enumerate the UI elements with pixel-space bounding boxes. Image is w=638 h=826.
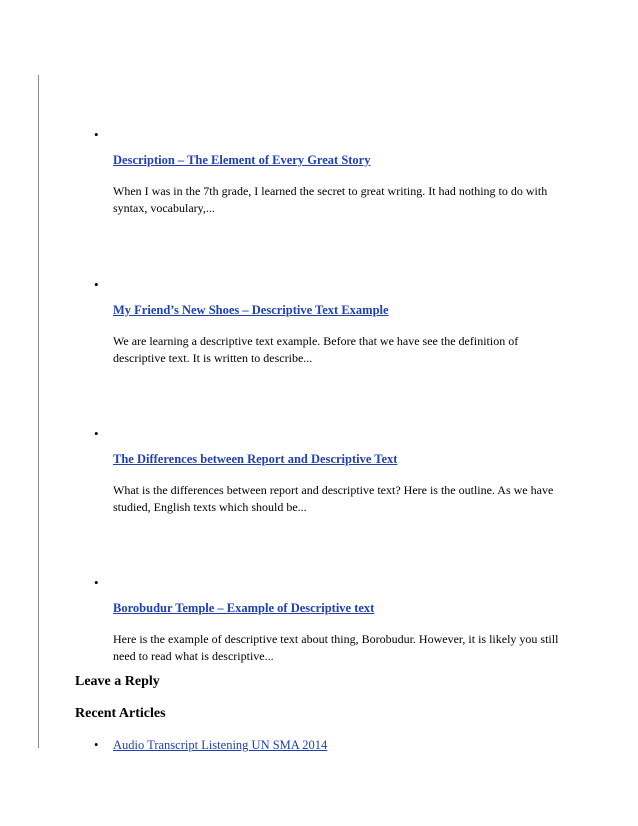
related-post-link-description-element[interactable]: Description – The Element of Every Great Story: [113, 153, 371, 167]
related-post-link-borobudur-temple[interactable]: Borobudur Temple – Example of Descriptive text: [113, 601, 375, 615]
list-bullet: •: [94, 277, 99, 292]
related-post-excerpt: Here is the example of descriptive text about thing, Borobudur. However, it is likely you still need to read what is descriptive...: [113, 632, 559, 663]
related-post-link-report-vs-descriptive[interactable]: The Differences between Report and Descriptive Text: [113, 452, 398, 466]
related-post-excerpt: When I was in the 7th grade, I learned the secret to great writing. It had nothing to do with syntax, vocabulary,...: [113, 184, 548, 215]
list-bullet: •: [94, 575, 99, 590]
related-post-link-new-shoes[interactable]: My Friend’s New Shoes – Descriptive Text Example: [113, 303, 389, 317]
leave-reply-heading: Leave a Reply: [75, 674, 160, 689]
list-bullet: •: [94, 127, 99, 142]
list-bullet: •: [94, 426, 99, 441]
recent-article-item: [94, 738, 327, 753]
list-bullet: •: [94, 738, 99, 752]
recent-articles-heading: Recent Articles: [75, 706, 166, 721]
page-margin-rule: [38, 75, 39, 748]
recent-article-link[interactable]: Audio Transcript Listening UN SMA 2014: [113, 738, 328, 752]
related-post-excerpt: We are learning a descriptive text example. Before that we have see the definition of descriptive text. It is written to describe...: [113, 334, 519, 365]
related-post-excerpt: What is the differences between report and descriptive text? Here is the outline. As we have studied, English texts which should be...: [113, 483, 554, 514]
